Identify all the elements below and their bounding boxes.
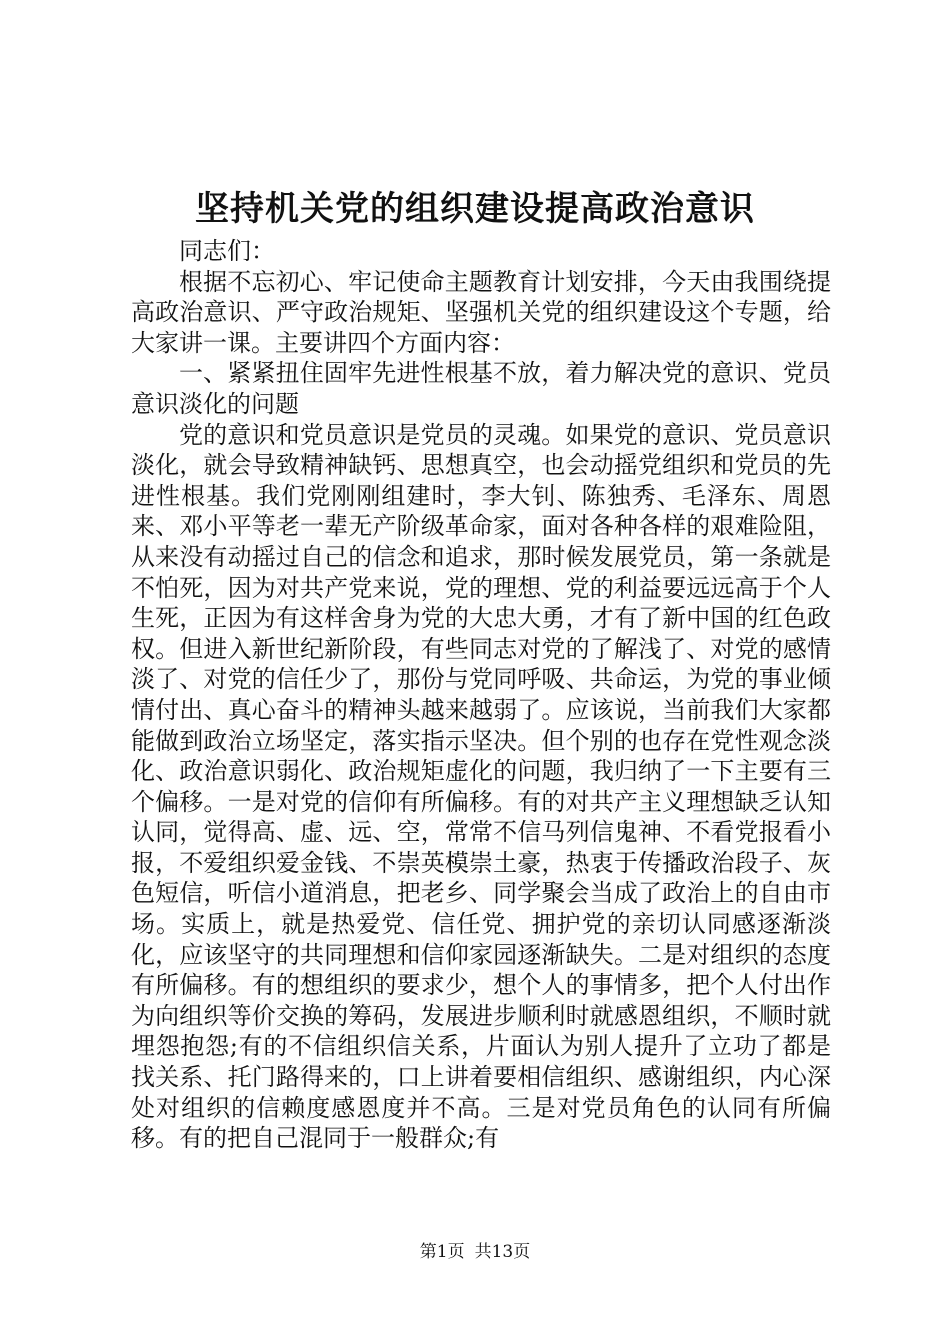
document-title: 坚持机关党的组织建设提高政治意识 bbox=[195, 189, 755, 229]
page-footer bbox=[0, 1240, 950, 1264]
document-body bbox=[131, 236, 831, 1154]
paragraph-intro: 根据不忘初心、牢记使命主题教育计划安排，今天由我围绕提高政治意识、严守政治规矩、坚强机关党的组织建设这个专题，给大家讲一课。主要讲四个方面内容： bbox=[131, 267, 831, 357]
salutation: 同志们： bbox=[179, 237, 275, 265]
section-heading-1: 一、紧紧扭住固牢先进性根基不放，着力解决党的意识、党员意识淡化的问题 bbox=[131, 359, 831, 418]
page-total: 共13页 bbox=[474, 1242, 531, 1262]
paragraph-body: 党的意识和党员意识是党员的灵魂。如果党的意识、党员意识淡化，就会导致精神缺钙、思想真空，也会动摇党组织和党员的先进性根基。我们党刚刚组建时，李大钊、陈独秀、毛泽东、周恩来、邓小平等老一辈无产阶级革命家，面对各种各样的艰难险阻，从来没有动摇过自己的信念和追求，那时候发展党员，第一条就是不怕死，因为对共产党来说，党的理想、党的利益要远远高于个人生死，正因为有这样舍身为党的大忠大勇，才有了新中国的红色政权。但进入新世纪新阶段，有些同志对党的了解浅了、对党的感情淡了、对党的信任少了，那份与党同呼吸、共命运，为党的事业倾情付出、真心奋斗的精神头越来越弱了。应该说，当前我们大家都能做到政治立场坚定，落实指示坚决。但个别的也存在党性观念淡化、政治意识弱化、政治规矩虚化的问题，我归纳了一下主要有三个偏移。一是对党的信仰有所偏移。有的对共产主义理想缺乏认知认同，觉得高、虚、远、空，常常不信马列信鬼神、不看党报看小报，不爱组织爱金钱、不崇英模崇土豪，热衷于传播政治段子、灰色短信，听信小道消息，把老乡、同学聚会当成了政治上的自由市场。实质上，就是热爱党、信任党、拥护党的亲切认同感逐渐淡化，应该坚守的共同理想和信仰家园逐渐缺失。二是对组织的态度有所偏移。有的想组织的要求少，想个人的事情多，把个人付出作为向组织等价交换的筹码，发展进步顺利时就感恩组织，不顺时就埋怨抱怨;有的不信组织信关系，片面认为别人提升了立功了都是找关系、托门路得来的，口上讲着要相信组织、感谢组织，内心深处对组织的信赖度感恩度并不高。三是对党员角色的认同有所偏移。有的把自己混同于一般群众;有 bbox=[131, 420, 831, 1153]
page-number: 第1页 bbox=[419, 1242, 465, 1262]
